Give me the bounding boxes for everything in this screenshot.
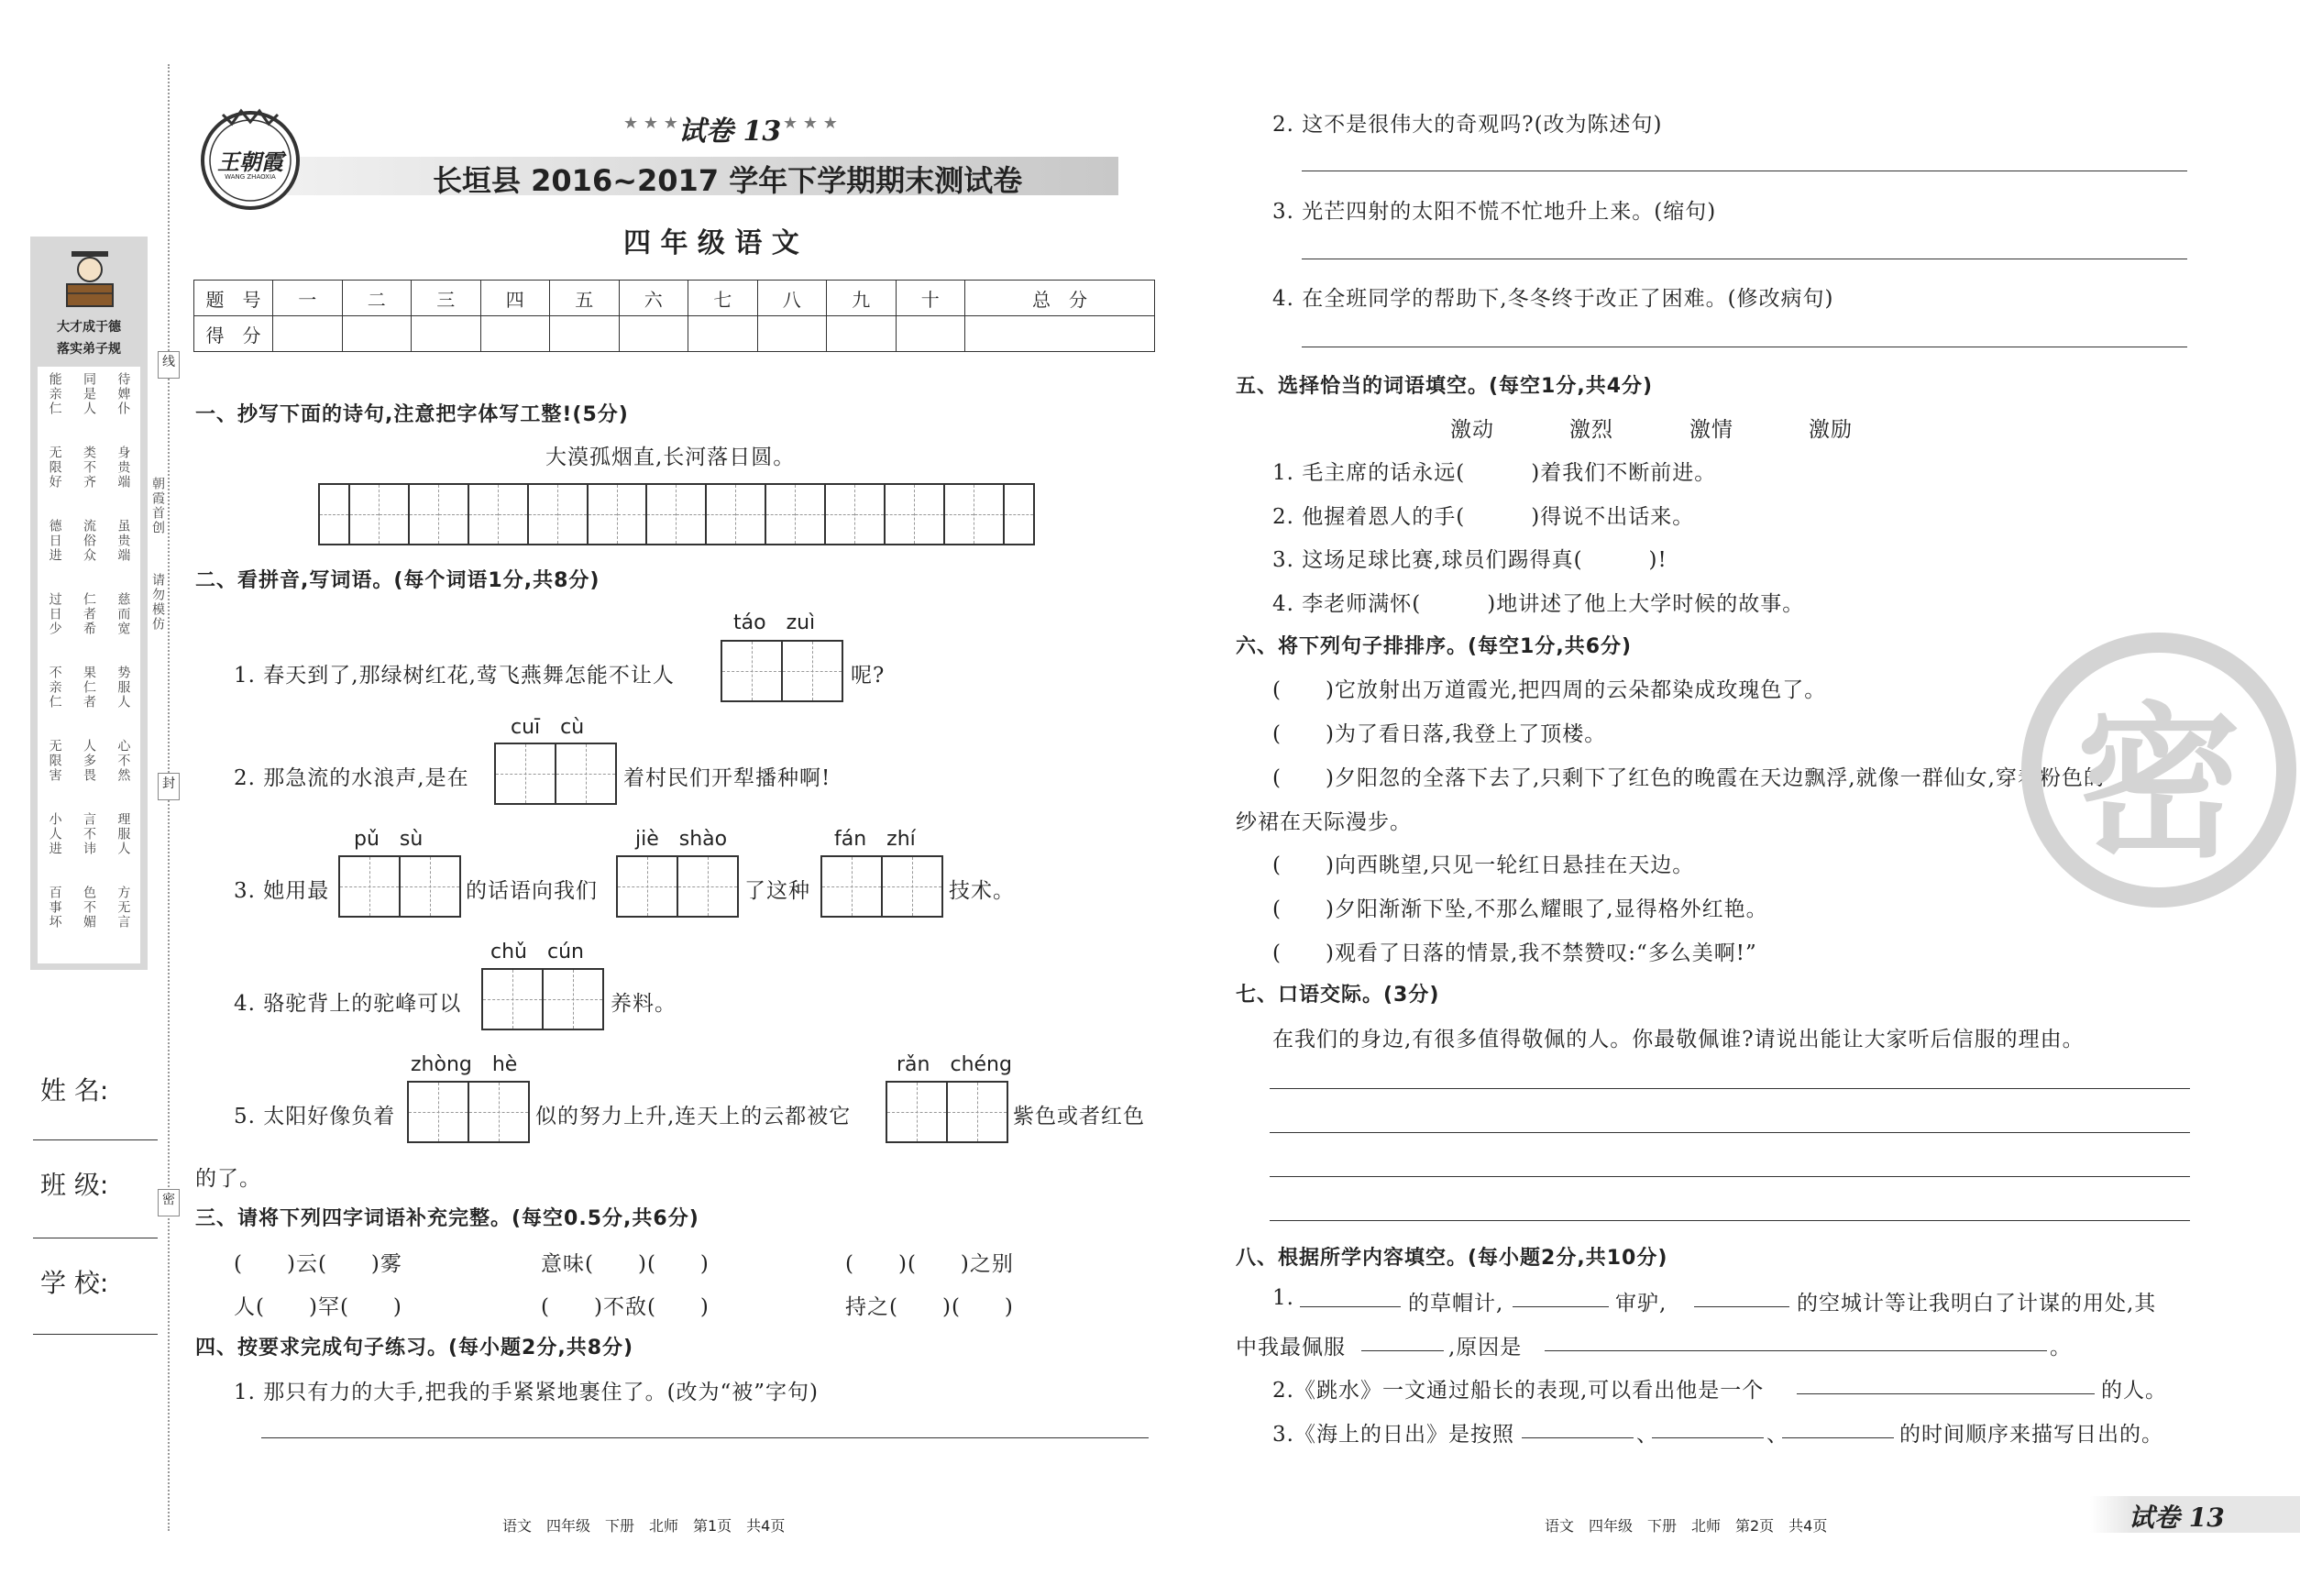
- name-label: 姓 名:: [40, 1075, 109, 1106]
- q8-3-sep1: 、: [1636, 1423, 1658, 1447]
- fill-blank[interactable]: [1300, 1306, 1401, 1307]
- fill-blank[interactable]: [1522, 1437, 1634, 1438]
- idiom-item[interactable]: 意味( )( ): [541, 1252, 710, 1276]
- confidential-stamp-text: 密: [2075, 687, 2241, 880]
- q2-5-cont: 的了。: [195, 1167, 261, 1191]
- school-field[interactable]: [33, 1334, 158, 1335]
- confidential-stamp: [2021, 633, 2296, 908]
- score-cell[interactable]: [896, 316, 965, 352]
- score-table-header-row: [194, 281, 1155, 316]
- seal-line-tab: 密: [158, 1189, 180, 1216]
- section-4-heading: 四、按要求完成句子练习。(每小题2分,共8分): [195, 1337, 634, 1359]
- answer-box[interactable]: [407, 1081, 530, 1143]
- q8-1b: 的草帽计,: [1408, 1292, 1504, 1315]
- sidebar-col: 无限好: [47, 446, 62, 490]
- sidebar-col: 待婢仆: [116, 372, 131, 416]
- sidebar-note-1: 朝霞首创: [150, 477, 165, 535]
- school-label: 学 校:: [40, 1268, 109, 1298]
- answer-line[interactable]: [1270, 1220, 2190, 1221]
- score-cell[interactable]: [480, 316, 550, 352]
- score-cell[interactable]: [827, 316, 897, 352]
- score-table-col: 一: [273, 281, 343, 316]
- score-table-label: 得 分: [194, 316, 273, 352]
- q4-1-text: 1. 那只有力的大手,把我的手紧紧地裹住了。(改为“被”字句): [234, 1381, 820, 1404]
- pinyin-4: chǔ cún: [490, 941, 584, 963]
- q8-1f: ,原因是: [1448, 1336, 1523, 1359]
- idiom-item[interactable]: 人( )罕( ): [234, 1295, 402, 1319]
- q2-3-end: 技术。: [949, 879, 1015, 903]
- sidebar-col: 流俗众: [81, 519, 96, 563]
- score-table-col: 四: [480, 281, 550, 316]
- fill-blank[interactable]: [1694, 1306, 1789, 1307]
- score-table-score-row: [194, 316, 1155, 352]
- answer-box[interactable]: [721, 640, 843, 702]
- word-option: 激烈: [1569, 418, 1613, 442]
- q2-5-text: 5. 太阳好像负着: [234, 1105, 396, 1128]
- pinyin-3a: pǔ sù: [354, 828, 424, 851]
- section-1-heading: 一、抄写下面的诗句,注意把字体写工整!(5分): [195, 403, 629, 426]
- q8-1d: 的空城计等让我明白了计谋的用处,其: [1797, 1292, 2157, 1315]
- answer-box[interactable]: [616, 855, 739, 918]
- sidebar-col: 仁者希: [81, 592, 96, 636]
- sidebar-col: 势服人: [116, 666, 131, 710]
- sidebar-col: 身贵端: [116, 446, 131, 490]
- paper-tag-stars: ★ ★ ★: [623, 114, 678, 133]
- score-cell[interactable]: [342, 316, 412, 352]
- footer-left: 语文 四年级 下册 北师 第1页 共4页: [502, 1517, 786, 1535]
- q2-4-text: 4. 骆驼背上的驼峰可以: [234, 992, 462, 1016]
- section-3-heading: 三、请将下列四字词语补充完整。(每空0.5分,共6分): [195, 1207, 699, 1230]
- q7-prompt: 在我们的身边,有很多值得敬佩的人。你最敬佩谁?请说出能让大家听后信服的理由。: [1272, 1028, 2085, 1051]
- copy-grid[interactable]: [318, 483, 1035, 545]
- fill-blank[interactable]: [1545, 1350, 2047, 1351]
- word-option: 激动: [1450, 418, 1494, 442]
- q4-2-text: 2. 这不是很伟大的奇观吗?(改为陈述句): [1272, 113, 1663, 137]
- pinyin-3c: fán zhí: [834, 828, 916, 851]
- sidebar-col: 方无言: [116, 886, 131, 930]
- order-item[interactable]: ( )观看了日落的情景,我不禁赞叹:“多么美啊!”: [1272, 941, 1757, 965]
- q8-3a: 3.《海上的日出》是按照: [1272, 1423, 1514, 1447]
- score-table-col: 九: [827, 281, 897, 316]
- order-item[interactable]: ( )夕阳忽的全落下去了,只剩下了红色的晚霞在天边飘浮,就像一群仙女,穿着粉色的: [1272, 766, 2106, 790]
- fill-blank[interactable]: [1797, 1393, 2095, 1394]
- word-option: 激情: [1689, 418, 1733, 442]
- order-item[interactable]: ( )为了看日落,我登上了顶楼。: [1272, 722, 1607, 746]
- q5-1-text[interactable]: 1. 毛主席的话永远( )着我们不断前进。: [1272, 461, 1717, 485]
- q5-2-text[interactable]: 2. 他握着恩人的手( )得说不出话来。: [1272, 505, 1695, 529]
- answer-line[interactable]: [1270, 1176, 2190, 1177]
- fill-blank[interactable]: [1513, 1306, 1609, 1307]
- section-5-heading: 五、选择恰当的词语填空。(每空1分,共4分): [1236, 375, 1654, 398]
- exam-title: 长垣县 2016~2017 学年下学期期末测试卷: [433, 163, 1023, 198]
- sidebar-columns: [38, 367, 140, 963]
- q4-3-text: 3. 光芒四射的太阳不慌不忙地升上来。(缩句): [1272, 200, 1717, 224]
- q8-1a: 1.: [1272, 1286, 1294, 1310]
- idiom-item[interactable]: ( )云( )雾: [234, 1252, 402, 1276]
- q8-1e: 中我最佩服: [1236, 1336, 1346, 1359]
- idiom-item[interactable]: ( )( )之别: [845, 1252, 1014, 1276]
- name-field[interactable]: [33, 1139, 158, 1140]
- pinyin-2: cuī cù: [511, 716, 585, 739]
- sidebar-col: 过日少: [47, 592, 62, 636]
- score-table-col: 二: [342, 281, 412, 316]
- answer-line[interactable]: [1270, 1088, 2190, 1089]
- q8-3-sep2: 、: [1766, 1423, 1788, 1447]
- q5-3-text[interactable]: 3. 这场足球比赛,球员们踢得真( )!: [1272, 548, 1667, 572]
- q2-1-text: 1. 春天到了,那绿树红花,莺飞燕舞怎能不让人: [234, 664, 675, 688]
- score-cell[interactable]: [688, 316, 758, 352]
- order-item[interactable]: ( )它放射出万道霞光,把四周的云朵都染成玫瑰色了。: [1272, 678, 1827, 702]
- q2-3-mid1: 的话语向我们: [466, 879, 598, 903]
- answer-box[interactable]: [338, 855, 461, 918]
- brand-logo: [195, 104, 305, 214]
- score-cell[interactable]: [619, 316, 688, 352]
- answer-box[interactable]: [494, 743, 617, 805]
- sidebar-col: 同是人: [81, 372, 96, 416]
- answer-box[interactable]: [886, 1081, 1008, 1143]
- sidebar-motto-1: 大才成于德: [57, 320, 121, 335]
- seal-line-tab: 封: [158, 773, 180, 800]
- score-table: [193, 280, 1155, 352]
- section-7-heading: 七、口语交际。(3分): [1236, 984, 1440, 1007]
- score-cell[interactable]: [273, 316, 343, 352]
- sidebar-col: 德日进: [47, 519, 62, 563]
- sidebar-col: 言不讳: [81, 812, 96, 856]
- brand-logo-subtext: WANG ZHAOXIA: [225, 173, 276, 181]
- q2-3-mid2: 了这种: [744, 879, 810, 903]
- sidebar-col: 理服人: [116, 812, 131, 856]
- q2-1-end: 呢?: [851, 664, 886, 688]
- answer-box[interactable]: [820, 855, 943, 918]
- sidebar-col: 无限害: [47, 739, 62, 783]
- score-table-label: 题 号: [194, 281, 273, 316]
- scholar-icon: [58, 246, 122, 310]
- score-table-col: 七: [688, 281, 758, 316]
- q5-4-text[interactable]: 4. 李老师满怀( )地讲述了他上大学时候的故事。: [1272, 592, 1805, 616]
- paper-tag: 试卷 13: [678, 116, 782, 148]
- fill-blank[interactable]: [1652, 1437, 1764, 1438]
- footer-tag: 试卷 13: [2129, 1502, 2225, 1533]
- q2-5-end: 紫色或者红色: [1013, 1105, 1145, 1128]
- q2-2-text: 2. 那急流的水浪声,是在: [234, 766, 469, 790]
- sidebar-col: 百事坏: [47, 886, 62, 930]
- sidebar-col: 虽贵端: [116, 519, 131, 563]
- score-table-col: 六: [619, 281, 688, 316]
- q2-3-text: 3. 她用最: [234, 879, 330, 903]
- sidebar-col: 类不齐: [81, 446, 96, 490]
- pinyin-1: táo zuì: [733, 611, 816, 634]
- sidebar-motto-2: 落实弟子规: [57, 342, 121, 357]
- fill-blank[interactable]: [1782, 1437, 1894, 1438]
- q8-2a: 2.《跳水》一文通过船长的表现,可以看出他是一个: [1272, 1379, 1765, 1403]
- sidebar-col: 人多畏: [81, 739, 96, 783]
- score-cell[interactable]: [550, 316, 620, 352]
- sidebar-col: 小人进: [47, 812, 62, 856]
- q2-2-end: 着村民们开犁播种啊!: [623, 766, 831, 790]
- paper-tag-stars-right: ★ ★ ★: [783, 114, 838, 133]
- score-table-col: 总 分: [965, 281, 1155, 316]
- q4-4-text: 4. 在全班同学的帮助下,冬冬终于改正了困难。(修改病句): [1272, 287, 1834, 311]
- sidebar-col: 能亲仁: [47, 372, 62, 416]
- score-table-col: 八: [757, 281, 827, 316]
- seal-line-tab: 线: [158, 351, 180, 379]
- q8-1g: 。: [2050, 1336, 2072, 1359]
- score-table-col: 十: [896, 281, 965, 316]
- q2-4-end: 养料。: [611, 992, 677, 1016]
- sidebar-panel: [30, 237, 148, 970]
- score-cell[interactable]: [965, 316, 1155, 352]
- sidebar-col: 慈而宽: [116, 592, 131, 636]
- section-2-heading: 二、看拼音,写词语。(每个词语1分,共8分): [195, 569, 600, 592]
- order-item[interactable]: ( )向西眺望,只见一轮红日悬挂在天边。: [1272, 853, 1695, 877]
- answer-line[interactable]: [1270, 1132, 2190, 1133]
- footer-right: 语文 四年级 下册 北师 第2页 共4页: [1545, 1517, 1828, 1535]
- word-option: 激励: [1809, 418, 1853, 442]
- q8-2b: 的人。: [2101, 1379, 2167, 1403]
- answer-line[interactable]: [261, 1437, 1149, 1438]
- sidebar-note-2: 请勿模仿: [150, 573, 165, 632]
- answer-box[interactable]: [481, 968, 604, 1030]
- order-item[interactable]: ( )夕阳渐渐下坠,不那么耀眼了,显得格外红艳。: [1272, 897, 1768, 921]
- section-6-heading: 六、将下列句子排排序。(每空1分,共6分): [1236, 635, 1633, 658]
- score-cell[interactable]: [412, 316, 481, 352]
- score-cell[interactable]: [757, 316, 827, 352]
- order-item-cont: 纱裙在天际漫步。: [1236, 810, 1412, 834]
- q8-1c: 审驴,: [1615, 1292, 1667, 1315]
- score-table-col: 五: [550, 281, 620, 316]
- pinyin-5a: zhòng hè: [411, 1053, 518, 1076]
- q8-3b: 的时间顺序来描写日出的。: [1899, 1423, 2163, 1447]
- section-8-heading: 八、根据所学内容填空。(每小题2分,共10分): [1236, 1247, 1668, 1270]
- idiom-item[interactable]: ( )不敌( ): [541, 1295, 710, 1319]
- poem-line: 大漠孤烟直,长河落日圆。: [545, 446, 796, 469]
- score-table-col: 三: [412, 281, 481, 316]
- class-label: 班 级:: [40, 1170, 109, 1200]
- sidebar-col: 果仁者: [81, 666, 96, 710]
- pinyin-3b: jiè shào: [635, 828, 728, 851]
- q2-5-mid: 似的努力上升,连天上的云都被它: [535, 1105, 852, 1128]
- brand-logo-text: 王朝霞: [217, 149, 283, 175]
- sidebar-col: 色不媚: [81, 886, 96, 930]
- idiom-item[interactable]: 持之( )( ): [845, 1295, 1014, 1319]
- fill-blank[interactable]: [1361, 1350, 1444, 1351]
- sidebar-col: 不亲仁: [47, 666, 62, 710]
- exam-subject: 四 年 级 语 文: [623, 227, 799, 259]
- pinyin-5b: rǎn chéng: [897, 1053, 1012, 1076]
- sidebar-col: 心不然: [116, 739, 131, 783]
